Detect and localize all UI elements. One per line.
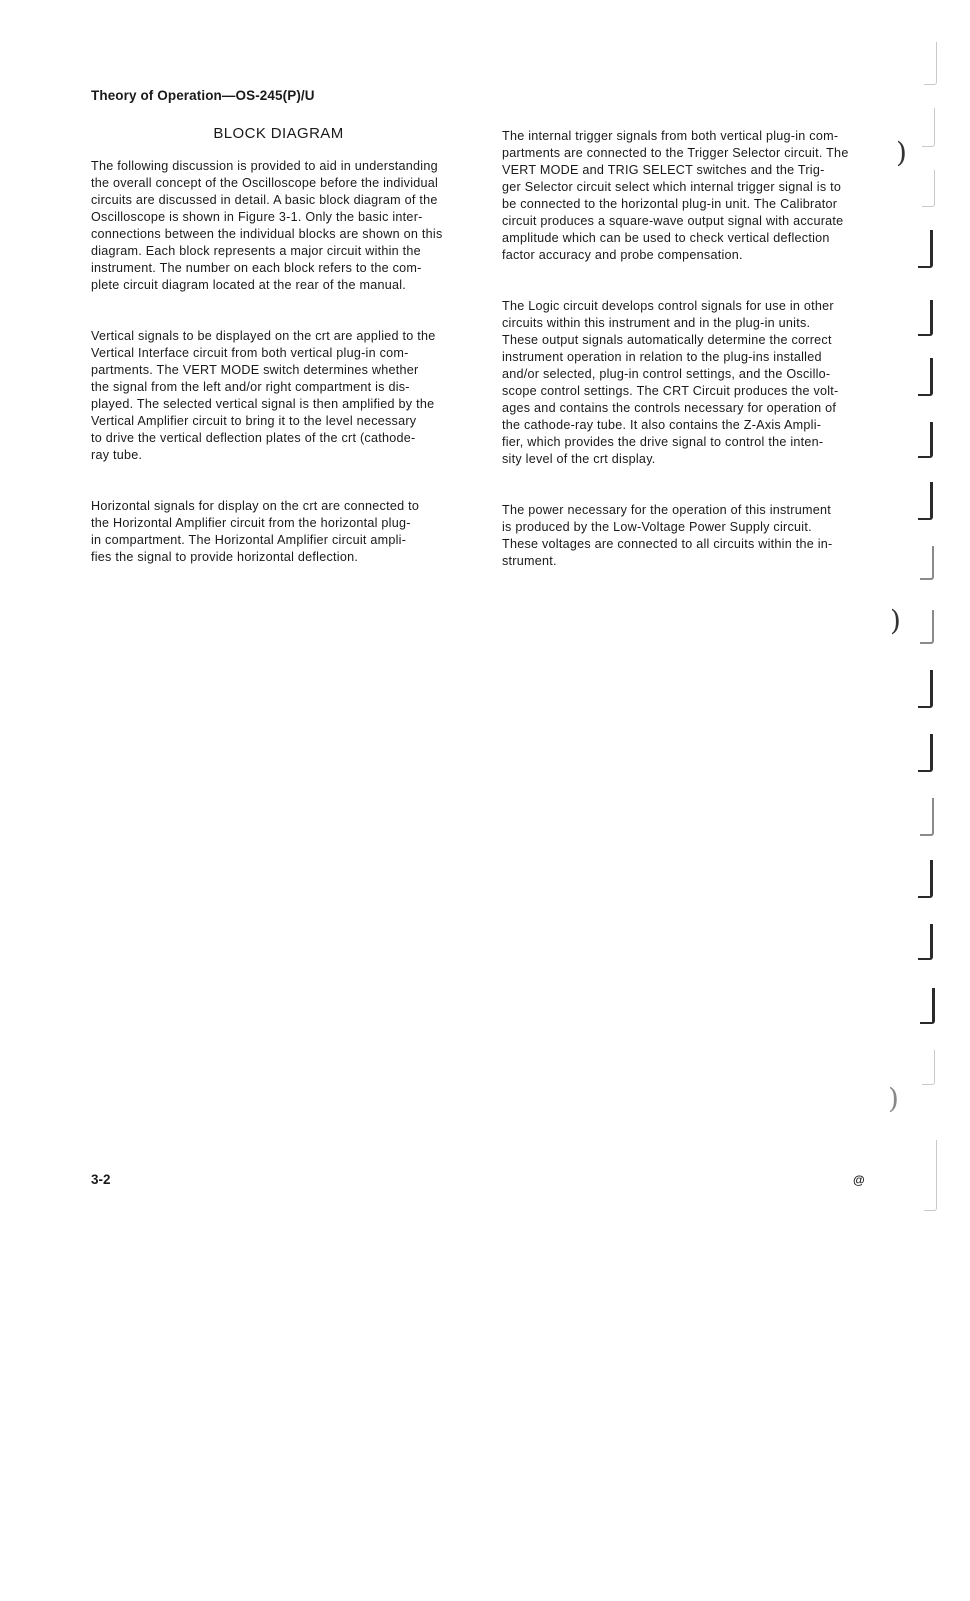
text-line: circuit produces a square-wave output signal with accurate [502,214,844,228]
text-line: played. The selected vertical signal is then amplified by the [91,397,435,411]
text-line: Vertical signals to be displayed on the crt are applied to the [91,329,436,343]
text-line: diagram. Each block represents a major circuit within the [91,244,421,258]
text-line: Vertical Interface circuit from both vertical plug-in com- [91,346,409,360]
text-line: fier, which provides the drive signal to control the inten- [502,435,824,449]
text-line: The internal trigger signals from both vertical plug-in com- [502,129,839,143]
paragraph-logic-circuit [502,298,877,468]
edge-tab-mark [922,1050,935,1085]
edge-tab-mark [918,422,933,458]
right-column [502,128,877,570]
text-line: fies the signal to provide horizontal deflection. [91,550,359,564]
text-line: partments are connected to the Trigger Selector circuit. The [502,146,849,160]
edge-tab-mark [922,108,935,147]
text-line: VERT MODE and TRIG SELECT switches and the Trig- [502,163,825,177]
edge-tab-mark [918,300,933,336]
text-line: ger Selector circuit select which internal trigger signal is to [502,180,842,194]
page-number: 3-2 [91,1172,111,1187]
text-line: amplitude which can be used to check vertical deflection [502,231,830,245]
page-edge-tabs [910,30,950,1230]
text-line: and/or selected, plug-in control settings, and the Oscillo- [502,367,831,381]
margin-paren-mark: ) [896,136,907,169]
text-line: circuits within this instrument and in the plug-in units. [502,316,811,330]
text-line: These voltages are connected to all circuits within the in- [502,537,833,551]
paragraph-horizontal-signals [91,498,466,566]
text-line: the Horizontal Amplifier circuit from the horizontal plug- [91,516,411,530]
edge-tab-mark [920,546,934,580]
text-line: ray tube. [91,448,143,462]
text-line: These output signals automatically determine the correct [502,333,832,347]
edge-tab-mark [918,860,933,898]
text-line: the overall concept of the Oscilloscope before the individual [91,176,439,190]
text-line: is produced by the Low-Voltage Power Supply circuit. [502,520,812,534]
paragraph-vertical-signals [91,328,466,464]
text-line: the cathode-ray tube. It also contains the Z-Axis Ampli- [502,418,822,432]
edge-tab-mark [920,798,934,836]
text-line: circuits are discussed in detail. A basic block diagram of the [91,193,438,207]
running-header: Theory of Operation—OS-245(P)/U [91,88,315,103]
text-line: The following discussion is provided to aid in understanding [91,159,438,173]
text-line: the signal from the left and/or right compartment is dis- [91,380,410,394]
edge-tab-mark [918,670,933,708]
text-line: Horizontal signals for display on the crt are connected to [91,499,420,513]
edge-tab-mark [918,734,933,772]
text-line: The Logic circuit develops control signals for use in other [502,299,834,313]
edge-tab-mark [918,924,933,960]
text-line: be connected to the horizontal plug-in unit. The Calibrator [502,197,838,211]
text-line: instrument. The number on each block refers to the com- [91,261,422,275]
text-line: in compartment. The Horizontal Amplifier circuit ampli- [91,533,407,547]
text-line: ages and contains the controls necessary for operation of [502,401,837,415]
edge-tab-mark [924,1140,937,1211]
edge-tab-mark [920,610,934,644]
edge-tab-mark [924,42,937,85]
paragraph-trigger-signals [502,128,877,264]
margin-paren-mark: ) [888,1082,899,1115]
edge-tab-mark [918,482,933,520]
text-line: The power necessary for the operation of this instrument [502,503,832,517]
paragraph-intro [91,158,466,294]
text-line: Oscilloscope is shown in Figure 3-1. Only the basic inter- [91,210,423,224]
text-line: Vertical Amplifier circuit to bring it to the level necessary [91,414,417,428]
text-line: strument. [502,554,557,568]
edge-tab-mark [922,170,935,207]
footer-mark: @ [853,1173,865,1187]
text-line: partments. The VERT MODE switch determines whether [91,363,419,377]
left-column [91,123,466,566]
text-line: connections between the individual blocks are shown on this [91,227,443,241]
edge-tab-mark [920,988,935,1024]
section-title: BLOCK DIAGRAM [213,125,344,142]
text-line: scope control settings. The CRT Circuit produces the volt- [502,384,839,398]
margin-paren-mark: ) [890,604,901,637]
edge-tab-mark [918,358,933,396]
text-line: instrument operation in relation to the plug-ins installed [502,350,822,364]
paragraph-power-supply [502,502,877,570]
text-line: sity level of the crt display. [502,452,656,466]
edge-tab-mark [918,230,933,268]
text-line: factor accuracy and probe compensation. [502,248,743,262]
text-line: to drive the vertical deflection plates of the crt (cathode- [91,431,416,445]
text-line: plete circuit diagram located at the rear of the manual. [91,278,407,292]
